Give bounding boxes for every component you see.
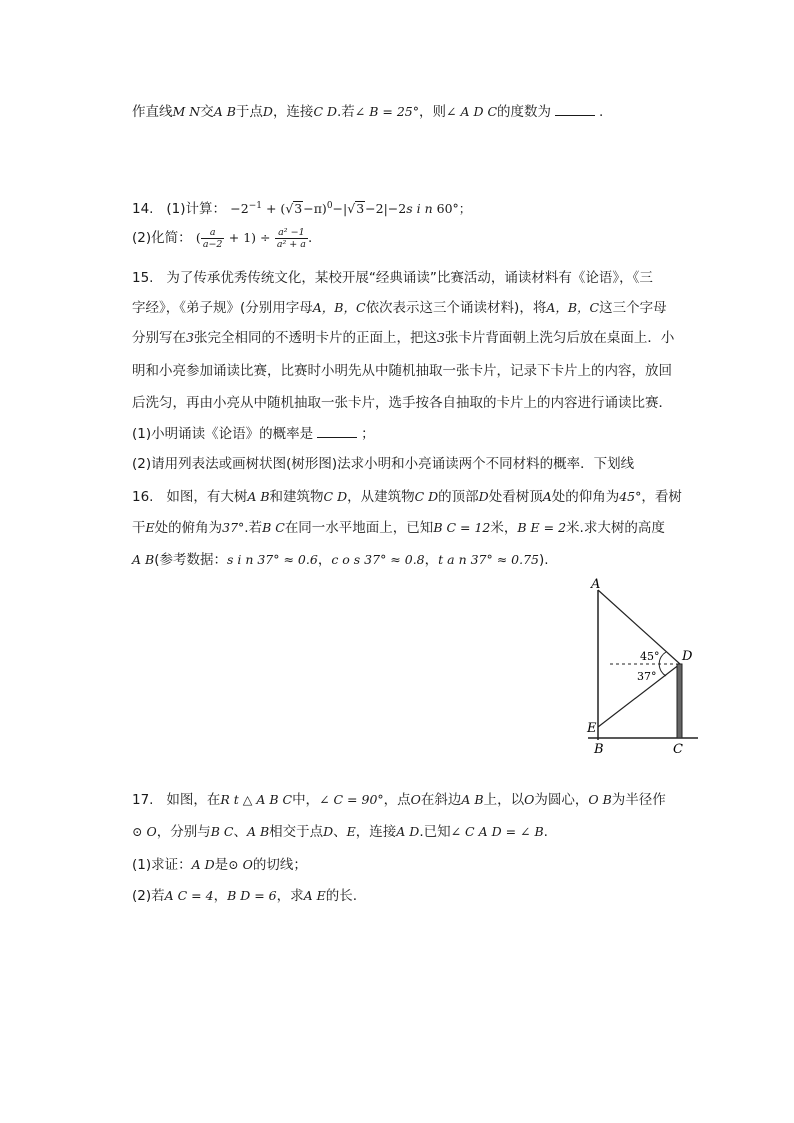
math: M N (172, 104, 201, 119)
fraction (201, 227, 225, 250)
fraction (275, 227, 308, 250)
q17-line3 (132, 855, 307, 875)
text: 中， (292, 792, 320, 808)
text: (1)求证： (132, 857, 192, 873)
text: 是 (214, 857, 229, 873)
q15-line7 (132, 454, 634, 474)
q14-part1: 14. (1)计算： $-2^{-1} + (√3-\pi)^0-|√3-2|-2s$ i n 60°； (132, 201, 472, 218)
math: O (410, 792, 421, 807)
math: s i n 37° ≈ 0.6 (226, 552, 318, 567)
answer-blank[interactable] (555, 103, 595, 116)
math: A D (396, 824, 420, 839)
math: A D (191, 857, 215, 872)
text: 字经》，《弟子规》(分别用字母 (132, 300, 313, 316)
text: 如图，在 (166, 792, 221, 808)
text: ，则 (419, 104, 447, 120)
text: 、 (333, 824, 347, 840)
text: ，看树 (641, 489, 682, 505)
text: 相交于点 (269, 824, 324, 840)
q15-line1 (132, 268, 653, 288)
q17-line2 (132, 822, 548, 842)
text: 后洗匀，再由小亮从中随机抽取一张卡片，选手按各自抽取的卡片上的内容进行诵读比赛． (132, 395, 672, 411)
math: A C = 4 (164, 888, 214, 903)
text: 和建筑物 (269, 489, 324, 505)
math: O (524, 792, 535, 807)
question-number: 14. (132, 201, 154, 218)
math: ⊙ O (228, 857, 253, 872)
question-number: 16. (132, 489, 154, 505)
math: A B (247, 489, 270, 504)
text: . (307, 230, 313, 246)
numerator: a (201, 227, 225, 239)
math: ( (195, 230, 201, 245)
math: ⊙ O (132, 824, 157, 839)
text: 米， (490, 520, 518, 536)
text: ； (361, 426, 375, 442)
math: −2 (230, 201, 249, 217)
question-number: 15. (132, 270, 154, 286)
math: B E = 2 (517, 520, 567, 535)
math: A B (461, 792, 484, 807)
building-CD (677, 664, 682, 738)
label-B: B (594, 742, 604, 757)
text: 作直线 (132, 104, 173, 120)
math: ∠ A D C (446, 104, 498, 119)
text: 、 (233, 824, 247, 840)
text: 张卡片背面朝上洗匀后放在桌面上．小 (444, 330, 675, 346)
math: A，B，C (312, 300, 366, 315)
math: 45° (619, 489, 642, 504)
math: 37° (222, 520, 245, 535)
math: 3 (294, 201, 303, 217)
math: s i n (406, 201, 433, 217)
text: ， (213, 888, 228, 904)
text: 的长. (325, 888, 358, 904)
math: A，B，C (546, 300, 600, 315)
math: C D (313, 104, 337, 119)
text: 的顶部 (438, 489, 479, 505)
math: B C (262, 520, 285, 535)
math: t a n 37° ≈ 0.75 (438, 552, 539, 567)
text: (参考数据： (154, 552, 227, 568)
math: A B (213, 104, 236, 119)
math: 3 (436, 330, 445, 345)
math: −π) (303, 201, 327, 217)
answer-blank[interactable] (317, 425, 357, 438)
q15-line2 (132, 298, 667, 318)
text: (1)计算： (166, 201, 226, 218)
math: B C (210, 824, 234, 839)
label-45: 45° (640, 650, 660, 663)
text: ， (317, 552, 332, 568)
math: ∠ B = 25° (354, 104, 420, 119)
math: 0 (326, 201, 333, 211)
text: 为圆心， (534, 792, 589, 808)
question-number: 17. (132, 792, 154, 808)
math: D (262, 104, 273, 119)
text: 于点 (235, 104, 263, 120)
math: C D (414, 489, 439, 504)
math: 3 (356, 201, 365, 217)
text: 处的俯角为 (154, 520, 223, 536)
text: 处的仰角为 (551, 489, 620, 505)
text: 如图，有大树 (166, 489, 248, 505)
text: 干 (132, 520, 146, 536)
text: ，从建筑物 (347, 489, 415, 505)
text: (1)小明诵读《论语》的概率是 (132, 426, 314, 442)
text: 明和小亮参加诵读比赛，比赛时小明先从中随机抽取一张卡片，记录下卡片上的内容，放回 (132, 363, 672, 379)
math: E (346, 824, 356, 839)
text: 在同一水平地面上，已知 (284, 520, 434, 536)
text: 在斜边 (420, 792, 462, 808)
text: (2)若 (132, 888, 165, 904)
q13-tail-line (132, 102, 603, 122)
text: ，分别与 (156, 824, 211, 840)
text: . (543, 824, 548, 840)
text: 的切线； (252, 857, 307, 873)
math: A B (246, 824, 270, 839)
text: ， (424, 552, 439, 568)
text: 交 (200, 104, 214, 120)
text: 米.求大树的高度 (566, 520, 665, 536)
math: + 1) ÷ (228, 230, 271, 245)
text: 为了传承优秀传统文化，某校开展“经典诵读”比赛活动，诵读材料有《论语》，《三 (166, 270, 653, 286)
math: D (323, 824, 334, 839)
label-A: A (591, 577, 601, 592)
denominator: a−2 (202, 238, 223, 250)
q17-line1 (132, 790, 666, 810)
text: . (599, 104, 604, 120)
q15-line6 (132, 424, 375, 444)
figure-svg (580, 572, 705, 757)
text: 处看树顶 (488, 489, 543, 505)
text: ，连接 (355, 824, 397, 840)
math: A (542, 489, 552, 504)
text: ，点 (383, 792, 411, 808)
text: 分别写在 (132, 330, 186, 346)
q15-line5 (132, 393, 672, 413)
denominator: a² + a (276, 238, 306, 250)
label-D: D (682, 649, 693, 664)
text: ，连接 (272, 104, 314, 120)
q16-line3 (132, 550, 549, 570)
text: 依次表示这三个诵读材料)，将 (365, 300, 547, 316)
text: (2)请用列表法或画树状图(树形图)法求小明和小亮诵读两个不同材料的概率．下划线 (132, 456, 635, 472)
tree-building-figure (580, 572, 705, 761)
text: 为半径作 (611, 792, 666, 808)
line-AD (598, 590, 680, 664)
q16-line2 (132, 518, 665, 538)
q14-part2 (132, 224, 312, 252)
math: E (145, 520, 155, 535)
math: R t △ A B C (220, 792, 293, 807)
math: C D (323, 489, 348, 504)
text: (2)化简： (132, 230, 192, 246)
math: −2|−2 (365, 201, 407, 217)
math: ∠ C A D = ∠ B (450, 824, 544, 839)
q15-line4 (132, 361, 672, 381)
math: D (478, 489, 489, 504)
math: −| (332, 201, 348, 217)
text: ). (539, 552, 549, 568)
text: ，求 (276, 888, 304, 904)
math: −1 (248, 201, 262, 211)
q15-line3 (132, 328, 674, 348)
text: 上，以 (483, 792, 525, 808)
math: 60°； (436, 201, 472, 217)
math: + ( (265, 201, 286, 217)
math: 3 (186, 330, 194, 345)
math: B C = 12 (433, 520, 491, 535)
text: .若 (337, 104, 355, 120)
label-C: C (673, 742, 683, 757)
label-37: 37° (637, 670, 657, 683)
math: A B (132, 552, 155, 567)
math: A E (303, 888, 326, 903)
math: ∠ C = 90° (319, 792, 384, 807)
q16-line1 (132, 487, 682, 507)
label-E: E (587, 721, 597, 736)
q17-line4 (132, 886, 357, 906)
text: 张完全相同的不透明卡片的正面上，把这 (193, 330, 437, 346)
text: .若 (244, 520, 263, 536)
text: .已知 (419, 824, 451, 840)
math: O B (588, 792, 612, 807)
numerator: a² −1 (275, 227, 308, 239)
text: 这三个字母 (599, 300, 667, 316)
math: B D = 6 (227, 888, 277, 903)
math: c o s 37° ≈ 0.8 (331, 552, 425, 567)
text: 的度数为 (497, 104, 552, 120)
